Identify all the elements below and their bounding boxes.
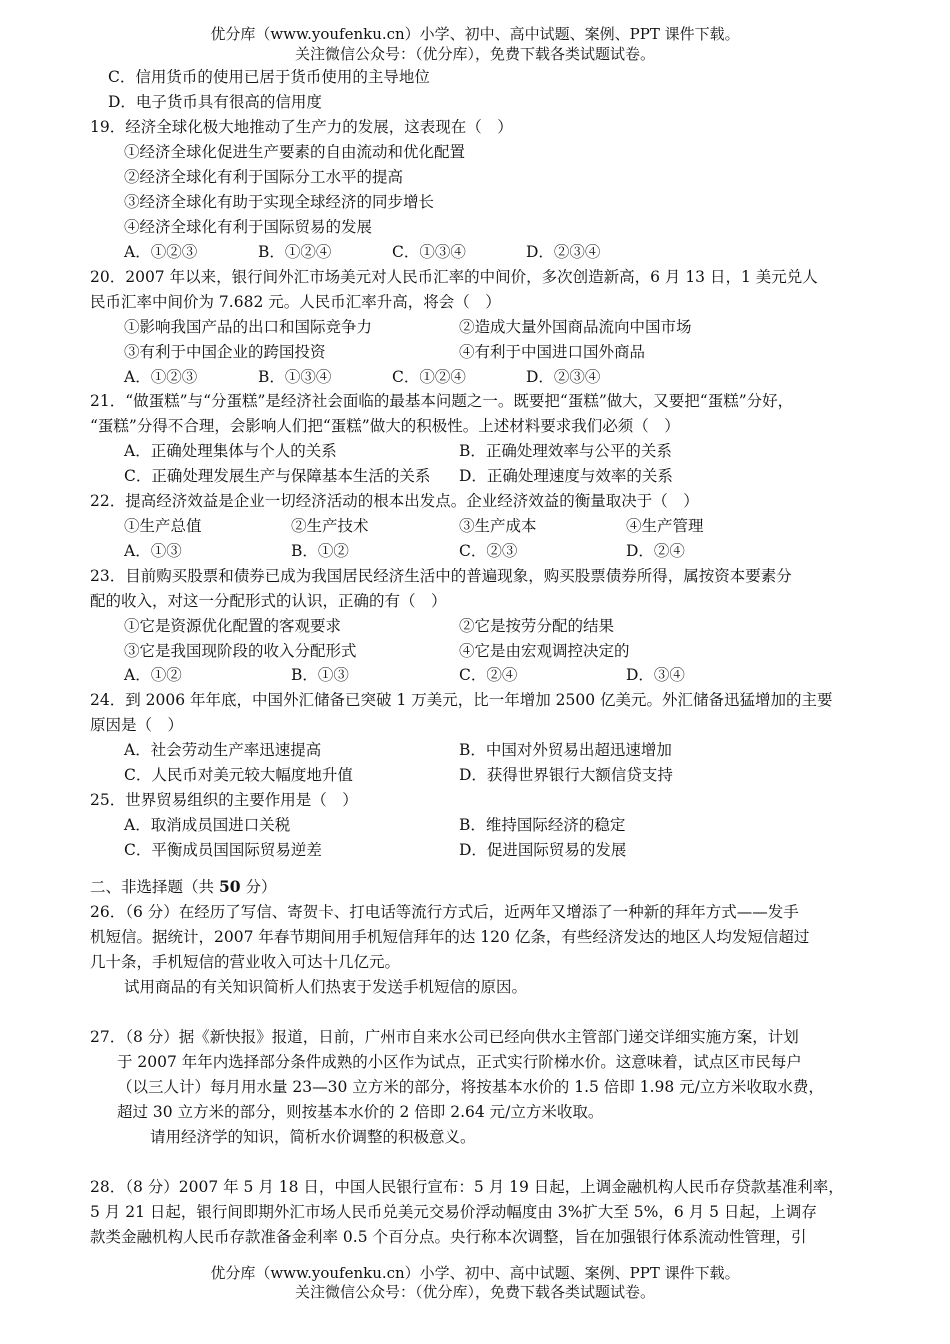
q23-stem-line-2: 配的收入，对这一分配形式的认识，正确的有（ ）: [90, 592, 447, 610]
q23-statement-3: ③它是我国现阶段的收入分配形式: [124, 642, 357, 660]
q20-stem-line-2: 民币汇率中间价为 7.682 元。人民币汇率升高，将会（ ）: [90, 293, 501, 311]
q20-statement-1: ①影响我国产品的出口和国际竞争力: [124, 318, 373, 336]
q21-stem-line-2: “蛋糕”分得不合理，会影响人们把“蛋糕”做大的积极性。上述材料要求我们必须（ ）: [90, 417, 680, 435]
section-2-prefix: 二、非选择题（共: [90, 878, 219, 896]
q20-statement-2: ②造成大量外国商品流向中国市场: [459, 318, 692, 336]
q24-option-a: A．社会劳动生产率迅速提高: [124, 741, 322, 759]
q21-option-c: C．正确处理发展生产与保障基本生活的关系: [124, 467, 431, 485]
q23-stem-line-1: 23．目前购买股票和债券已成为我国居民经济生活中的普遍现象，购买股票债券所得，属按资本要素分: [90, 567, 792, 585]
q19-statement-4: ④经济全球化有利于国际贸易的发展: [124, 218, 373, 236]
q20-stem-line-1: 20．2007 年以来，银行间外汇市场美元对人民币汇率的中间价，多次创造新高，6 月 13 日，1 美元兑人: [90, 268, 818, 286]
q19-statement-1: ①经济全球化促进生产要素的自由流动和优化配置: [124, 143, 466, 161]
q24-option-c: C．人民币对美元较大幅度地升值: [124, 766, 353, 784]
q23-statement-2: ②它是按劳分配的结果: [459, 617, 615, 635]
page-footer-line-2: 关注微信公众号：（优分库），免费下载各类试题试卷。: [294, 1283, 655, 1301]
q18-option-d: D．电子货币具有很高的信用度: [108, 93, 322, 111]
q25-option-b: B．维持国际经济的稳定: [459, 816, 626, 834]
q19-option-a: A．①②③: [124, 243, 198, 261]
q22-statement-4: ④生产管理: [626, 517, 704, 535]
q23-option-a: A．①②: [124, 666, 182, 684]
page-header-line-1: 优分库（www.youfenku.cn）小学、初中、高中试题、案例、PPT 课件下载。: [210, 25, 740, 43]
q27-line-3: （以三人计）每月用水量 23—30 立方米的部分，将按基本水价的 1.5 倍即 1.98 元/立方米收取水费，: [117, 1078, 824, 1096]
q26-task: 试用商品的有关知识简析人们热衷于发送手机短信的原因。: [124, 978, 528, 996]
q27-task: 请用经济学的知识，简析水价调整的积极意义。: [150, 1128, 476, 1146]
q23-option-c: C．②④: [459, 666, 518, 684]
page-footer-line-1: 优分库（www.youfenku.cn）小学、初中、高中试题、案例、PPT 课件下载。: [210, 1264, 740, 1282]
page-header-line-2: 关注微信公众号：（优分库），免费下载各类试题试卷。: [294, 45, 655, 63]
q23-option-d: D．③④: [626, 666, 685, 684]
q20-statement-4: ④有利于中国进口国外商品: [459, 343, 646, 361]
q22-option-a: A．①③: [124, 542, 182, 560]
q22-option-c: C．②③: [459, 542, 518, 560]
q21-option-b: B．正确处理效率与公平的关系: [459, 442, 672, 460]
q22-statement-3: ③生产成本: [459, 517, 537, 535]
q24-option-b: B．中国对外贸易出超迅速增加: [459, 741, 672, 759]
q24-option-d: D．获得世界银行大额信贷支持: [459, 766, 673, 784]
q26-line-3: 几十条，手机短信的营业收入可达十几亿元。: [90, 953, 401, 971]
q18-option-c: C．信用货币的使用已居于货币使用的主导地位: [108, 68, 430, 86]
q19-option-c: C．①③④: [392, 243, 466, 261]
q24-stem-line-1: 24．到 2006 年年底，中国外汇储备已突破 1 万美元，比一年增加 2500 亿美元。外汇储备迅猛增加的主要: [90, 691, 833, 709]
q28-line-3: 款类金融机构人民币存款准备金利率 0.5 个百分点。央行称本次调整，旨在加强银行体系流动性管理，引: [90, 1228, 807, 1246]
q20-option-b: B．①③④: [258, 368, 332, 386]
q19-option-b: B．①②④: [258, 243, 332, 261]
q20-option-d: D．②③④: [526, 368, 601, 386]
q19-statement-2: ②经济全球化有利于国际分工水平的提高: [124, 168, 404, 186]
q21-option-d: D．正确处理速度与效率的关系: [459, 467, 673, 485]
q22-option-b: B．①②: [291, 542, 349, 560]
section-2-suffix: 分）: [240, 878, 277, 896]
q23-option-b: B．①③: [291, 666, 349, 684]
q27-line-2: 于 2007 年年内选择部分条件成熟的小区作为试点，正式实行阶梯水价。这意味着，试点区市民每户: [117, 1053, 802, 1071]
q22-stem: 22．提高经济效益是企业一切经济活动的根本出发点。企业经济效益的衡量取决于（ ）: [90, 492, 699, 510]
q21-stem-line-1: 21．“做蛋糕”与“分蛋糕”是经济社会面临的最基本问题之一。既要把“蛋糕”做大，又要把“蛋糕”分好，: [90, 392, 794, 410]
q20-statement-3: ③有利于中国企业的跨国投资: [124, 343, 326, 361]
section-2-heading: [90, 876, 276, 898]
q19-stem: 19．经济全球化极大地推动了生产力的发展，这表现在（ ）: [90, 118, 513, 136]
q24-stem-line-2: 原因是（ ）: [90, 716, 184, 734]
q28-line-1: 28．（8 分）2007 年 5 月 18 日，中国人民银行宣布：5 月 19 日起，上调金融机构人民币存贷款基准利率，: [90, 1178, 844, 1196]
q19-statement-3: ③经济全球化有助于实现全球经济的同步增长: [124, 193, 435, 211]
q22-statement-1: ①生产总值: [124, 517, 202, 535]
q22-option-d: D．②④: [626, 542, 685, 560]
q28-line-2: 5 月 21 日起，银行间即期外汇市场人民币兑美元交易价浮动幅度由 3%扩大至 5%，6 月 5 日起，上调存: [90, 1203, 817, 1221]
q25-option-c: C．平衡成员国国际贸易逆差: [124, 841, 322, 859]
q25-option-d: D．促进国际贸易的发展: [459, 841, 627, 859]
q26-line-2: 机短信。据统计，2007 年春节期间用手机短信拜年的达 120 亿条，有些经济发达的地区人均发短信超过: [90, 928, 810, 946]
q25-option-a: A．取消成员国进口关税: [124, 816, 291, 834]
q27-line-1: 27．（8 分）据《新快报》报道，日前，广州市自来水公司已经向供水主管部门递交详细实施方案，计划: [90, 1028, 799, 1046]
q21-option-a: A．正确处理集体与个人的关系: [124, 442, 337, 460]
q23-statement-4: ④它是由宏观调控决定的: [459, 642, 630, 660]
q19-option-d: D．②③④: [526, 243, 601, 261]
q20-option-a: A．①②③: [124, 368, 198, 386]
q27-line-4: 超过 30 立方米的部分，则按基本水价的 2 倍即 2.64 元/立方米收取。: [117, 1103, 604, 1121]
section-2-score: 50: [218, 877, 241, 896]
q22-statement-2: ②生产技术: [291, 517, 369, 535]
q25-stem: 25．世界贸易组织的主要作用是（ ）: [90, 791, 358, 809]
q20-option-c: C．①②④: [392, 368, 466, 386]
q23-statement-1: ①它是资源优化配置的客观要求: [124, 617, 342, 635]
q26-line-1: 26．（6 分）在经历了写信、寄贺卡、打电话等流行方式后，近两年又增添了一种新的拜年方式——发手: [90, 903, 799, 921]
